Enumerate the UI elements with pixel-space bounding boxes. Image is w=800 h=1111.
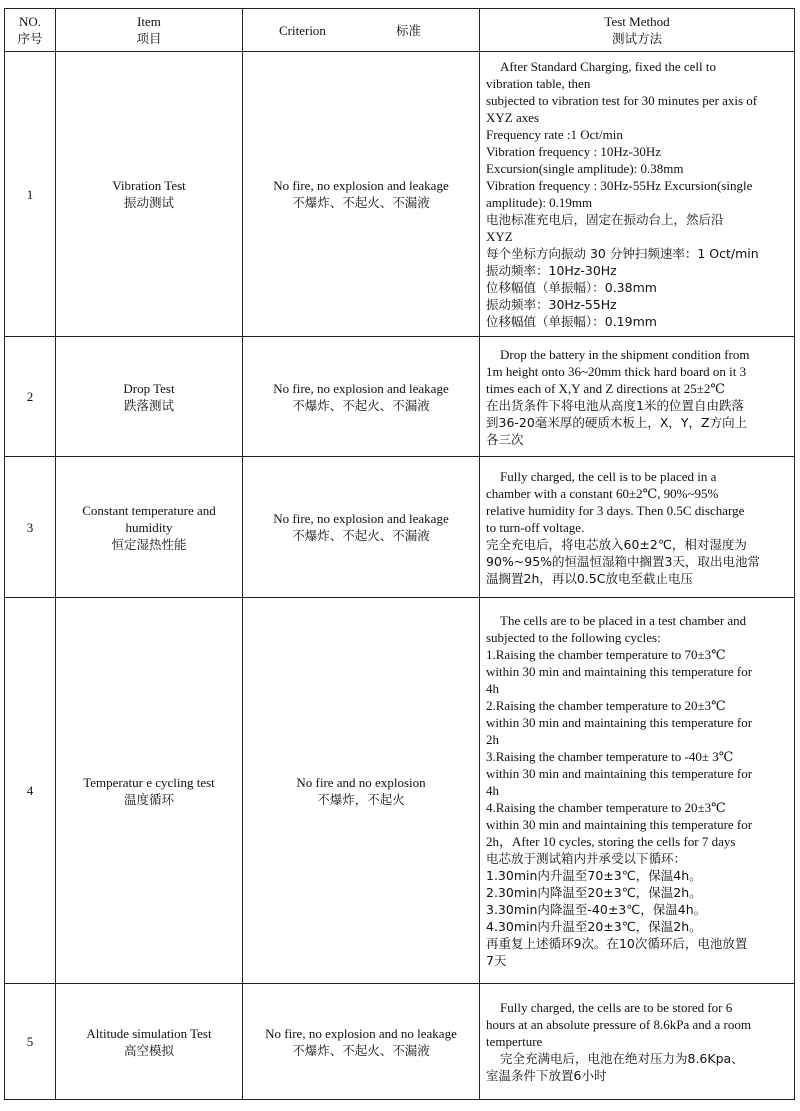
row-number: 2 <box>5 337 56 457</box>
row-number: 3 <box>5 457 56 598</box>
row-number: 5 <box>5 984 56 1100</box>
table-row <box>5 598 795 984</box>
table-row <box>5 457 795 598</box>
criterion-cell: No fire, no explosion and leakage 不爆炸、不起火、不漏液 <box>243 337 480 457</box>
header-criterion: Criterion 标准 <box>243 9 480 52</box>
item-cell: Drop Test 跌落测试 <box>56 337 243 457</box>
table-row <box>5 984 795 1100</box>
table-row <box>5 337 795 457</box>
test-method-cell: The cells are to be placed in a test chamber and subjected to the following cycles: 1.Raising the chamber temperature to 70±3℃ within 30 min and maintaining this temperature for 4h 2.Raising the chamber temperature to 20±3℃ within 30 min and maintaining this temperature for 2h 3.Raising the chamber temperature to -40± 3℃ within 30 min and maintaining this temperature for 4h 4.Raising the chamber temperature to 20±3℃ within 30 min and maintaining this temperature for 2h，After 10 cycles, storing the cells for 7 days 电芯放于测试箱内并承受以下循环： 1.30min内升温至70±3℃，保温4h。 2.30min内降温至20±3℃，保温2h。 3.30min内降温至-40±3℃，保温4h。 4.30min内升温至20±3℃，保温2h。 再重复上述循环9次。在10次循环后，电池放置 7天 <box>480 598 795 984</box>
table-row <box>5 52 795 337</box>
item-cell: Constant temperature and humidity 恒定湿热性能 <box>56 457 243 598</box>
criterion-cell: No fire, no explosion and no leakage 不爆炸、不起火、不漏液 <box>243 984 480 1100</box>
item-cell: Temperatur e cycling test 温度循环 <box>56 598 243 984</box>
item-cell: Altitude simulation Test 高空模拟 <box>56 984 243 1100</box>
header-row <box>5 9 795 52</box>
header-item: Item 项目 <box>56 9 243 52</box>
row-number: 1 <box>5 52 56 337</box>
header-test-method: Test Method 测试方法 <box>480 9 795 52</box>
test-spec-table <box>4 8 795 1100</box>
item-cell: Vibration Test 振动测试 <box>56 52 243 337</box>
test-method-cell: After Standard Charging, fixed the cell to vibration table, then subjected to vibration test for 30 minutes per axis of XYZ axes Frequency rate :1 Oct/min Vibration frequency : 10Hz-30Hz Excursion(single amplitude): 0.38mm Vibration frequency : 30Hz-55Hz Excursion(single amplitude): 0.19mm 电池标准充电后，固定在振动台上，然后沿 XYZ 每个坐标方向振动 30 分钟扫频速率：1 Oct/min 振动频率：10Hz-30Hz 位移幅值（单振幅）：0.38mm 振动频率：30Hz-55Hz 位移幅值（单振幅）：0.19mm <box>480 52 795 337</box>
test-method-cell: Drop the battery in the shipment condition from 1m height onto 36~20mm thick hard board on it 3 times each of X,Y and Z directions at 25±2℃ 在出货条件下将电池从高度1米的位置自由跌落 到36-20毫米厚的硬质木板上，X，Y，Z方向上 各三次 <box>480 337 795 457</box>
criterion-cell: No fire, no explosion and leakage 不爆炸、不起火、不漏液 <box>243 457 480 598</box>
test-method-cell: Fully charged, the cells are to be stored for 6 hours at an absolute pressure of 8.6kPa and a room temperture 完全充满电后，电池在绝对压力为8.6Kpa、 室温条件下放置6小时 <box>480 984 795 1100</box>
header-no: NO. 序号 <box>5 9 56 52</box>
criterion-cell: No fire, no explosion and leakage 不爆炸、不起火、不漏液 <box>243 52 480 337</box>
criterion-cell: No fire and no explosion 不爆炸，不起火 <box>243 598 480 984</box>
row-number: 4 <box>5 598 56 984</box>
test-method-cell: Fully charged, the cell is to be placed in a chamber with a constant 60±2℃, 90%~95% relative humidity for 3 days. Then 0.5C discharge to turn-off voltage. 完全充电后，将电芯放入60±2℃，相对湿度为 90%~95%的恒温恒湿箱中搁置3天，取出电池常 温搁置2h，再以0.5C放电至截止电压 <box>480 457 795 598</box>
